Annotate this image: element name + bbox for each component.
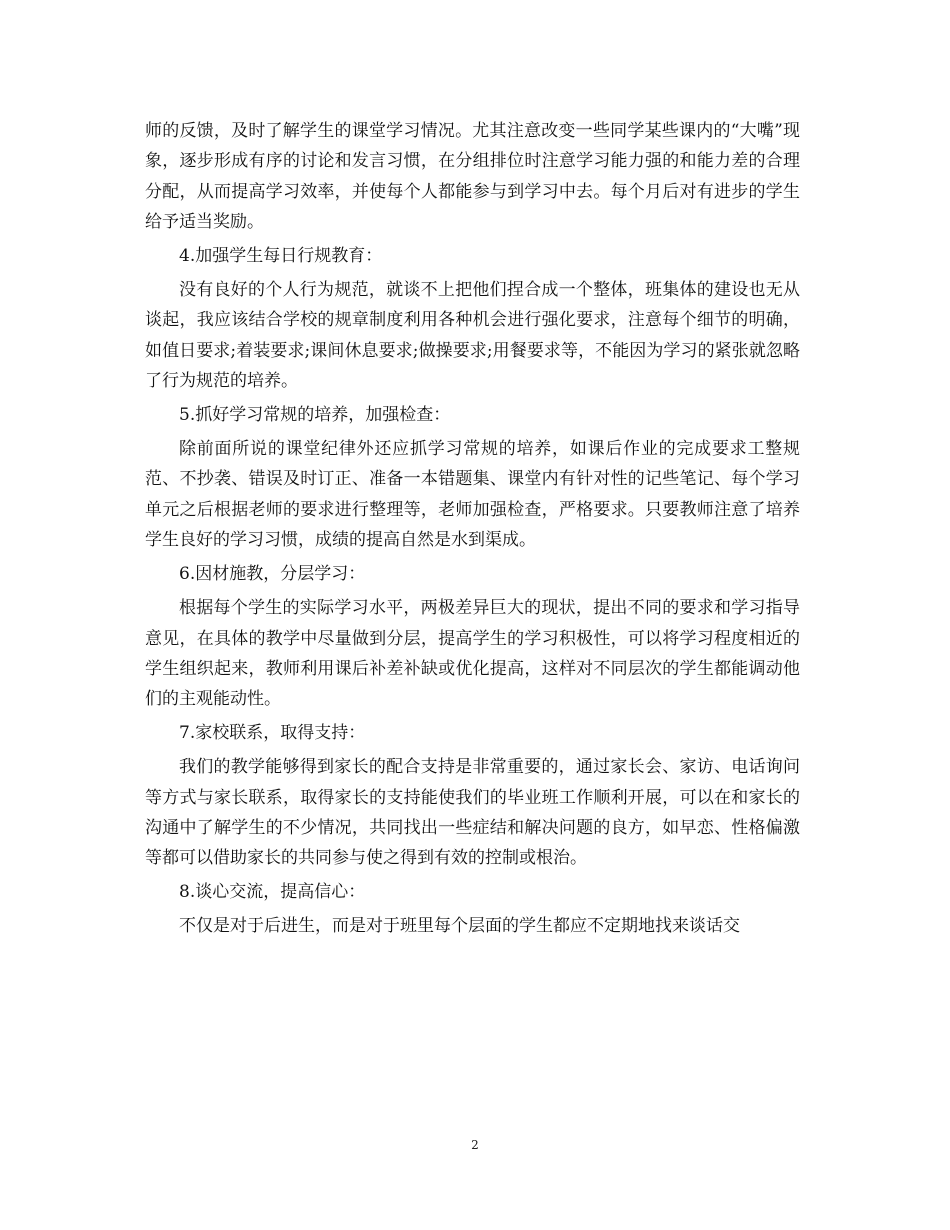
document-body	[145, 116, 800, 945]
section-heading-5: 5.抓好学习常规的培养，加强检查：	[179, 405, 451, 426]
paragraph-continuation: 师的反馈，及时了解学生的课堂学习情况。尤其注意改变一些同学某些课内的“大嘴”现象，逐步形成有序的讨论和发言习惯，在分组排位时注意学习能力强的和能力差的合理分配，从而提高学习效率，并使每个人都能参与到学习中去。每个月后对有进步的学生给予适当奖励。	[145, 121, 800, 233]
section-heading-6: 6.因材施教，分层学习：	[179, 564, 366, 585]
paragraph-study-habits: 除前面所说的课堂纪律外还应抓学习常规的培养，如课后作业的完成要求工整规范、不抄袭、错误及时订正、准备一本错题集、课堂内有针对性的记些笔记、每个学习单元之后根据老师的要求进行整理等，老师加强检查，严格要求。只要教师注意了培养学生良好的学习习惯，成绩的提高自然是水到渠成。	[145, 439, 800, 551]
section-heading-7: 7.家校联系，取得支持：	[179, 723, 366, 744]
section-heading-4: 4.加强学生每日行规教育：	[179, 246, 383, 267]
page-number: 2	[471, 1138, 479, 1152]
section-heading-8: 8.谈心交流，提高信心：	[179, 882, 366, 903]
paragraph-heart-to-heart: 不仅是对于后进生，而是对于班里每个层面的学生都应不定期地找来谈话交	[179, 916, 740, 937]
paragraph-tiered-learning: 根据每个学生的实际学习水平，两极差异巨大的现状，提出不同的要求和学习指导意见，在具体的教学中尽量做到分层，提高学生的学习积极性，可以将学习程度相近的学生组织起来，教师利用课后补差补缺或优化提高，这样对不同层次的学生都能调动他们的主观能动性。	[145, 598, 800, 710]
paragraph-behavior-education: 没有良好的个人行为规范，就谈不上把他们捏合成一个整体，班集体的建设也无从谈起，我应该结合学校的规章制度利用各种机会进行强化要求，注意每个细节的明确，如值日要求;着装要求;课间休息要求;做操要求;用餐要求等，不能因为学习的紧张就忽略了行为规范的培养。	[145, 280, 800, 392]
paragraph-home-school: 我们的教学能够得到家长的配合支持是非常重要的，通过家长会、家访、电话询问等方式与家长联系，取得家长的支持能使我们的毕业班工作顺利开展，可以在和家长的沟通中了解学生的不少情况，共同找出一些症结和解决问题的良方，如早恋、性格偏激等都可以借助家长的共同参与使之得到有效的控制或根治。	[145, 757, 800, 869]
